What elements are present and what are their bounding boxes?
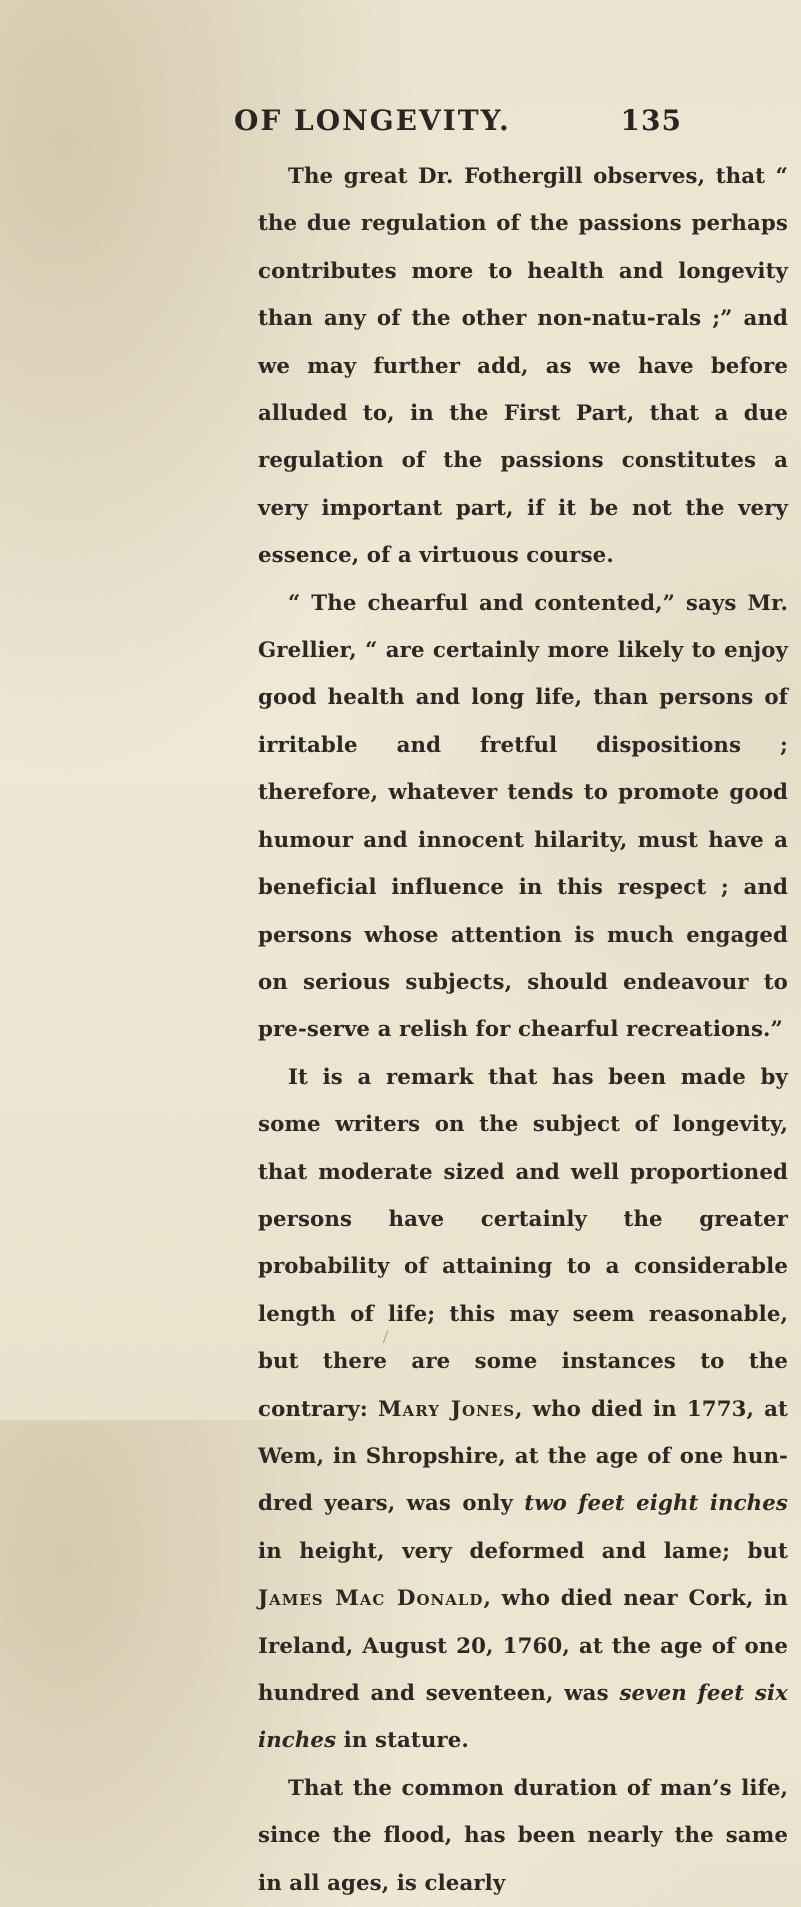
paragraph-text: “ The chearful and contented,” says Mr. Grellier, “ are certainly more likely to enjoy good health and long life, than persons of irritable and fretful dispositions ; therefore, whatever tends to promote good humour and innocent hilarity, must have a beneficial influence in this respect ; and persons whose attention is much engaged on serious subjects, should endeavour to pre-serve a relish for chearful recreations.” <box>258 590 788 1043</box>
paragraph-text: in height, very deformed and lame; but <box>258 1538 788 1564</box>
running-title: OF LONGEVITY. <box>234 104 511 137</box>
running-head <box>234 104 694 148</box>
paragraph-text: , who died in 1773, at Wem, in Shropshire, at the age of one hun-dred years, was only <box>258 1396 788 1517</box>
body-text <box>258 153 788 1907</box>
page-number: 135 <box>620 104 682 137</box>
height-emphasis: seven feet six inches <box>258 1681 788 1754</box>
paragraph-text: , who died near Cork, in Ireland, August 20, 1760, at the age of one hundred and seventeen, was <box>258 1586 788 1706</box>
person-name: Mary Jones <box>377 1396 516 1422</box>
height-emphasis: two feet eight inches <box>524 1491 788 1517</box>
paragraph-duration <box>258 1765 788 1907</box>
paragraph-fothergill <box>258 153 788 580</box>
person-name: James Mac Donald <box>258 1586 484 1612</box>
paragraph-text: in stature. <box>336 1728 469 1754</box>
paragraph-stature <box>258 1054 788 1765</box>
paragraph-grellier <box>258 580 788 1054</box>
paragraph-text: It is a remark that has been made by some writers on the subject of longevity, that moderate sized and well proportioned persons have certainly the greater probability of attaining to a considerable length of life; this may seem reasonable, but there are some instances to the contrary: <box>258 1064 788 1422</box>
paragraph-text: The great Dr. Fothergill observes, that “ the due regulation of the passions perhaps contributes more to health and longevity than any of the other non-natu-rals ;” and we may further add, as we have before alluded to, in the First Part, that a due regulation of the passions constitutes a very important part, if it be not the very essence, of a virtuous course. <box>258 164 788 569</box>
paragraph-text: That the common duration of man’s life, since the flood, has been nearly the same in all ages, is clearly <box>258 1775 788 1896</box>
